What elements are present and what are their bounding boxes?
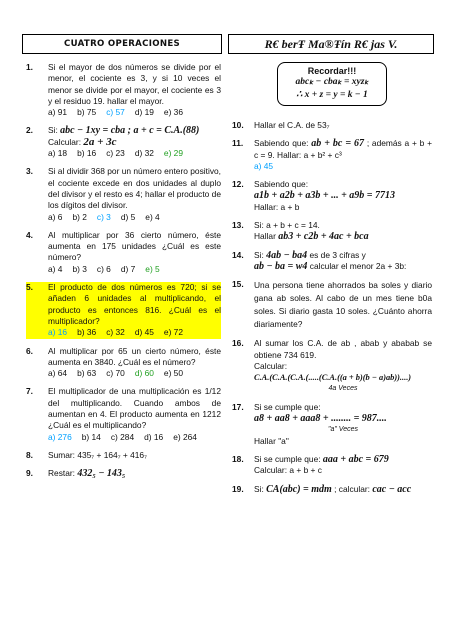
formula: aaa + abc = 679 [322,453,389,465]
option[interactable]: e) 50 [163,368,183,379]
question-18: 18. Si se cumple que: aaa + abc = 679 Calcular: a + b + c [232,453,389,476]
formula: a8 + aa8 + aaa8 + ........ = 987.... [254,413,387,425]
option[interactable]: d) 32 [134,148,154,159]
right-column [232,62,432,502]
formula: 432₅ − 143₅ [77,468,126,480]
option[interactable]: b) 3 [72,263,87,274]
formula: abc − 1xy = cba ; a + c = C.A.(88) [60,125,200,137]
option[interactable]: d) 16 [144,431,164,442]
question-9: 9. Restar: 432₅ − 143₅ [26,468,126,480]
question-2: 2. Si: abc − 1xy = cba ; a + c = C.A.(88) Calcular: 2a + 3c a) 18 b) 16 c) 23 d) 32 e) 29 [26,125,221,159]
option-correct[interactable]: d) 60 [134,368,154,379]
question-4: 4. Al multiplicar por 36 cierto número, éste aumenta en 175 unidades ¿Cuál es este número? a) 4 b) 3 c) 6 d) 7 e) 5 [26,229,221,274]
option[interactable]: c) 6 [96,263,111,274]
option[interactable]: e) 72 [163,327,183,338]
option[interactable]: b) 14 [81,431,101,442]
formula: CA(abc) = mdm [266,483,332,495]
formula: 4ab − ba4 [266,249,308,261]
question-1: 1. Si el mayor de dos números se divide por el menor, el cociente es 3, y si 10 veces el menor se divide por el mayor, el cociente es 3 y el residuo 19. hallar el mayor. a) 91 b) 75 c) 57 d) 19 e) 36 [26,62,221,118]
option[interactable]: c) 32 [106,327,125,338]
formula: C.A.(C.A.(C.A.(.....(C.A.((a + b)(b − a)ab))....) [254,373,412,383]
option-correct[interactable]: a) 276 [48,431,72,442]
option[interactable]: a) 6 [48,211,63,222]
question-19: 19. Si: CA(abc) = mdm ; calcular: cac − acc [232,483,412,495]
question-12: 12. Sabiendo que: a1b + a2b + a3b + ... + a9b = 7713 Hallar: a + b [232,179,432,213]
option[interactable]: b) 63 [77,368,97,379]
answer: a) 45 [254,160,274,171]
question-11: 11. Sabiendo que: ab + bc = 67 ; además a + b + c = 9. Hallar: a + b² + c³ a) 45 [232,138,433,171]
option[interactable]: c) 284 [110,431,135,442]
answer-options [48,264,221,275]
question-16: 16. Al sumar los C.A. de ab , abab y ababab se obtiene 734 619. Calcular: C.A.(C.A.(C.A.(.....(C.A.((a + b)(b − a)ab))....) 4a Veces [232,338,432,393]
option[interactable]: d) 5 [120,211,136,222]
option[interactable]: b) 2 [72,211,87,222]
option-correct[interactable]: e) 29 [163,148,183,159]
question-5: 5. El producto de dos números es 720; si se añaden 6 unidades al multiplicando, el producto es entonces 816. ¿Cuál es el multiplicador? a) 16 b) 36 c) 32 d) 45 e) 72 [26,282,221,338]
formula: ab − ba = w4 [254,260,308,272]
option[interactable]: e) 36 [163,107,183,118]
option[interactable]: a) 4 [48,263,63,274]
answer-options [48,327,221,338]
question-7: 7. El multiplicador de una multiplicación es 1/12 del multiplicando. Cuando ambos de aumentan en 4. El producto aumenta en 1212 ¿Cuál es el multiplicando? a) 276 b) 14 c) 284 d) 16 e) 264 [26,386,221,442]
option-correct[interactable]: c) 57 [106,107,125,118]
author-name: R€ berŦ Ma®Ŧín R€ jas V. [228,34,434,54]
question-8: 8. Sumar: 435₇ + 164₇ + 416₇ [26,450,221,461]
question-14: 14. Si: 4ab − ba4 es de 3 cifras y ab − ba = w4 calcular el menor 2a + 3b: [232,249,407,272]
formula: 2a + 3c [83,135,117,148]
question-text: Al multiplicar por 65 un cierto número, éste aumenta en 3840. ¿Cuál es el número? [48,345,221,367]
option[interactable]: b) 75 [77,107,97,118]
formula: abcₖ − cbaₖ = xyzₖ [295,77,369,87]
answer-options [48,212,221,223]
answer-options [48,368,221,379]
option[interactable]: d) 45 [134,327,154,338]
answer-options [48,432,221,443]
option[interactable]: e) 4 [145,211,160,222]
question-3: 3. Si al dividir 368 por un número entero positivo, el cociente excede en dos unidades al duplo del divisor y el resto es 4; hallar el producto de los dígitos del divisor. a) 6 b) 2 c) 3 d) 5 e) 4 [26,166,221,222]
question-text: Si al dividir 368 por un número entero positivo, el cociente excede en dos unidades al duplo del divisor y el resto es 4; hallar el producto de los dígitos del divisor. [48,166,221,211]
formula: ∴ x + z = y = k − 1 [296,90,368,100]
formula: cac − acc [372,483,412,495]
option-correct[interactable]: c) 3 [96,211,111,222]
question-6: 6. Al multiplicar por 65 un cierto número, éste aumenta en 3840. ¿Cuál es el número? a) 64 b) 63 c) 70 d) 60 e) 50 [26,345,221,379]
formula: ab + bc = 67 [311,138,365,150]
question-15: 15. Una persona tiene ahorrados ba soles y diario gana ab soles. Al cabo de un mes tiene b0a soles. Si diario gasta 10 soles. ¿Cuánto ahorra diariamente? [232,279,432,330]
option[interactable]: a) 64 [48,368,68,379]
question-10: 10. Hallar el C.A. de 53₇ [232,120,330,130]
question-13: 13. Si: a + b + c = 14. Hallar ab3 + c2b + 4ac + bca [232,220,369,243]
option[interactable]: b) 36 [77,327,97,338]
question-text: El producto de dos números es 720; si se añaden 6 unidades al multiplicando, el producto es entonces 816. ¿Cuál es el multiplicador? [48,282,221,326]
option[interactable]: a) 18 [48,148,68,159]
option-correct[interactable]: e) 5 [145,263,160,274]
option[interactable]: a) 91 [48,107,68,118]
option-correct[interactable]: a) 16 [48,327,68,338]
left-column [26,62,221,487]
formula: a1b + a2b + a3b + ... + a9b = 7713 [254,190,395,202]
option[interactable]: c) 23 [106,148,125,159]
question-text: Si el mayor de dos números se divide por el menor, el cociente es 3, y si 10 veces el menor se divide por el mayor, el cociente es 3 y el residuo 19. hallar el mayor. [48,62,221,106]
option[interactable]: d) 19 [134,107,154,118]
section-title: CUATRO OPERACIONES [22,34,222,54]
option[interactable]: c) 70 [106,368,125,379]
question-text: Al multiplicar por 36 cierto número, éste aumenta en 175 unidades ¿Cuál es este número? [48,229,221,263]
formula: ab3 + c2b + 4ac + bca [278,231,369,243]
question-17: 17. Si se cumple que: a8 + aa8 + aaa8 + ........ = 987.... "a" Veces Hallar "a" [232,402,432,447]
question-text: El multiplicador de una multiplicación es 1/12 del multiplicando. Cuando ambos de aumentan en 4. El producto aumenta en 1212 ¿Cuál es el multiplicando? [48,386,221,431]
answer-options [48,148,221,159]
option[interactable]: d) 7 [120,263,136,274]
recordar-box: Recordar!!! abcₖ − cbaₖ = xyzₖ ∴ x + z = y = k − 1 [277,62,387,106]
option[interactable]: b) 16 [77,148,97,159]
option[interactable]: e) 264 [173,431,197,442]
question-text: Sumar: 435₇ + 164₇ + 416₇ [48,449,147,460]
answer-options [48,107,221,118]
